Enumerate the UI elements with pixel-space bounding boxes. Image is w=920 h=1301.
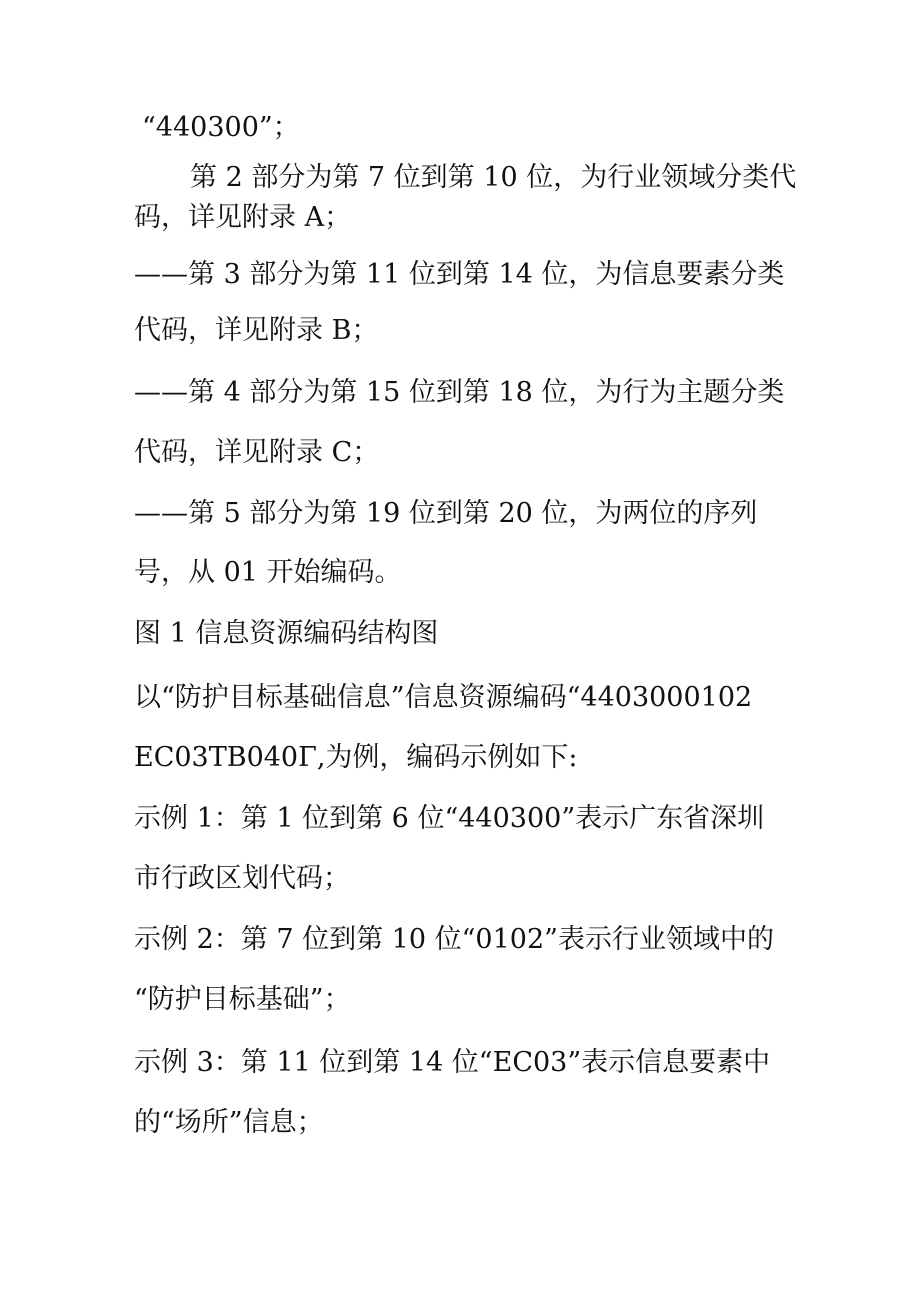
text-line-part5: ——第 5 部分为第 19 位到第 20 位，为两位的序列: [134, 498, 758, 529]
text-line-example-intro-cont: EC03TB040Γ,为例，编码示例如下:: [134, 742, 578, 773]
text-line-example1-cont: 市行政区划代码；: [134, 863, 350, 894]
text-line-part2-cont: 码，详见附录 A；: [134, 202, 352, 233]
text-line-example2-cont: “防护目标基础”；: [134, 984, 351, 1015]
text-line-example1: 示例 1：第 1 位到第 6 位“440300”表示广东省深圳: [134, 803, 765, 834]
text-line-example2: 示例 2：第 7 位到第 10 位“0102”表示行业领域中的: [134, 924, 774, 955]
text-line-part3: ——第 3 部分为第 11 位到第 14 位，为信息要素分类: [134, 259, 785, 290]
text-line-part5-cont: 号，从 01 开始编码。: [134, 557, 402, 588]
text-line-example3: 示例 3：第 11 位到第 14 位“EC03”表示信息要素中: [134, 1047, 771, 1078]
text-line-example3-cont: 的“场所”信息；: [134, 1107, 324, 1138]
figure-caption: 图 1 信息资源编码结构图: [134, 618, 439, 649]
text-line-example-intro: 以“防护目标基础信息”信息资源编码“4403000102: [134, 682, 753, 713]
text-line-part4-cont: 代码，详见附录 C；: [134, 437, 380, 468]
text-line-part3-cont: 代码，详见附录 B；: [134, 315, 379, 346]
text-line-part4: ——第 4 部分为第 15 位到第 18 位，为行为主题分类: [134, 377, 785, 408]
text-line-part2: 第 2 部分为第 7 位到第 10 位，为行业领域分类代: [190, 162, 797, 193]
text-line-code-tail: “440300”；: [142, 112, 300, 143]
